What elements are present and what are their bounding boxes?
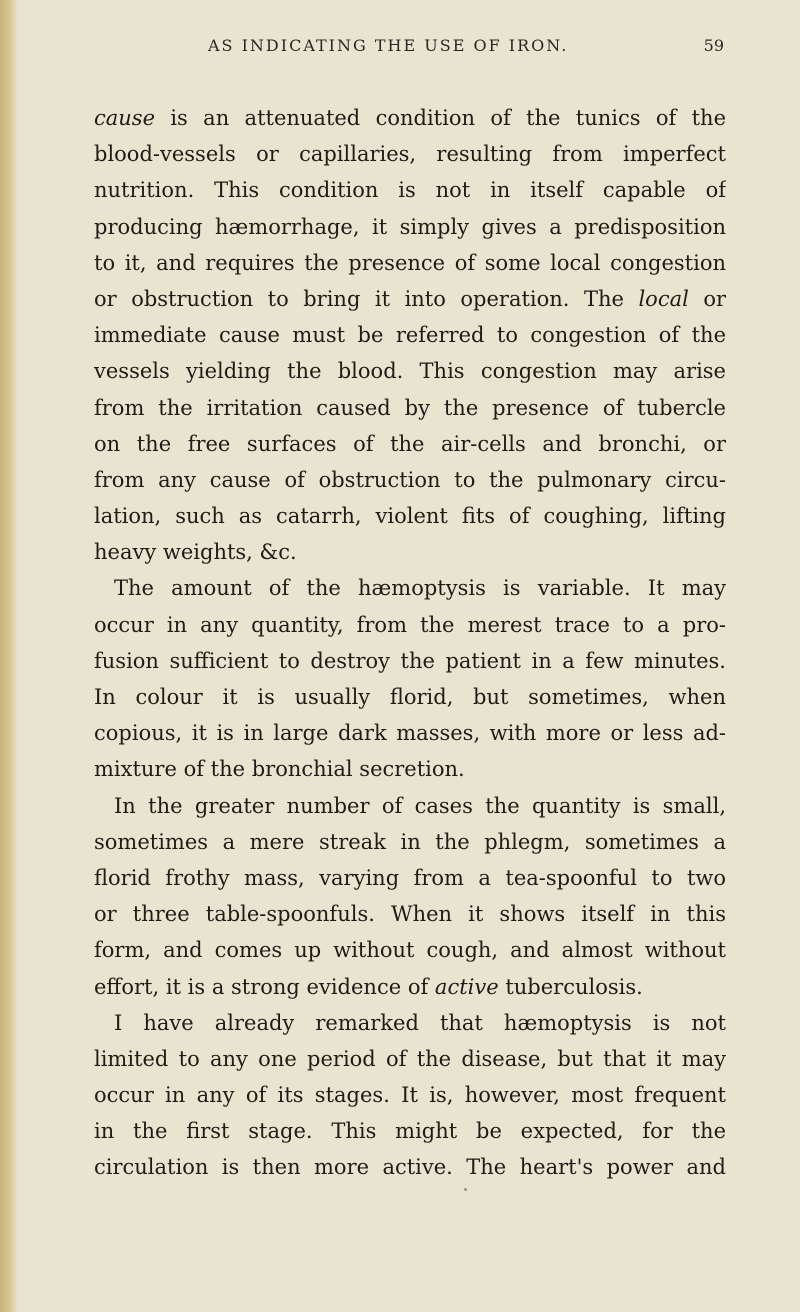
line-text: I have already remarked that hæmoptysis is not (114, 1010, 726, 1035)
line-text: sometimes a mere streak in the phlegm, sometimes a (94, 829, 726, 854)
text-line (94, 751, 726, 787)
text-line (94, 860, 726, 896)
text-line (94, 788, 726, 824)
text-line (94, 570, 726, 606)
italic-word: active (434, 974, 499, 999)
line-text: tuberculosis. (498, 974, 643, 999)
italic-word: cause (94, 106, 156, 130)
line-text: limited to any one period of the disease, but that it may (94, 1046, 726, 1071)
text-line (94, 607, 726, 643)
line-text: or three table-spoonfuls. When it shows itself in this (94, 902, 726, 927)
text-line (94, 1005, 726, 1041)
text-line (94, 390, 726, 426)
line-text: copious, it is in large dark masses, with more or less ad- (94, 721, 726, 746)
page-edge (0, 0, 18, 1312)
text-line (94, 100, 726, 136)
text-line (94, 281, 726, 317)
text-line (94, 462, 726, 498)
line-text: heavy weights, &c. (94, 540, 297, 565)
text-line (94, 1077, 726, 1113)
line-text: florid frothy mass, varying from a tea-spoonful to two (94, 865, 726, 890)
running-title: AS INDICATING THE USE OF IRON. (208, 36, 569, 55)
line-text: in the first stage. This might be expected, for the (94, 1119, 726, 1144)
text-line (94, 172, 726, 208)
line-text: nutrition. This condition is not in itself capable of (94, 178, 726, 203)
text-line (94, 643, 726, 679)
line-text: on the free surfaces of the air-cells and bronchi, or (94, 431, 726, 456)
line-text: effort, it is a strong evidence of (94, 974, 435, 999)
text-line (94, 896, 726, 932)
line-text: occur in any quantity, from the merest trace to a pro- (94, 612, 726, 637)
line-text: The amount of the hæmoptysis is variable. It may (114, 576, 726, 601)
line-text: lation, such as catarrh, violent fits of coughing, lifting (94, 504, 726, 529)
line-text: from any cause of obstruction to the pulmonary circu- (94, 467, 726, 492)
italic-word: local (638, 286, 689, 311)
line-text: In colour it is usually florid, but sometimes, when (94, 685, 726, 709)
running-head (94, 36, 724, 64)
line-text: mixture of the bronchial secretion. (94, 757, 465, 782)
line-text: fusion sufficient to destroy the patient in a few minutes. (94, 648, 726, 673)
line-text: occur in any of its stages. It is, however, most frequent (94, 1083, 726, 1108)
line-text: blood-vessels or capillaries, resulting from imperfect (94, 142, 726, 167)
line-text: from the irritation caused by the presence of tubercle (94, 395, 726, 420)
text-line (94, 715, 726, 751)
text-line (94, 824, 726, 860)
line-text: to it, and requires the presence of some local congestion (94, 250, 726, 275)
text-line (94, 426, 726, 462)
body-text (94, 100, 726, 1186)
text-line (94, 1113, 726, 1149)
line-text: In the greater number of cases the quantity is small, (114, 793, 726, 818)
text-line (94, 317, 726, 353)
text-line (94, 209, 726, 245)
text-line (94, 498, 726, 534)
text-line (94, 353, 726, 389)
text-line (94, 932, 726, 968)
text-line (94, 969, 726, 1005)
line-text: is an attenuated condition of the tunics of the (155, 106, 726, 130)
line-text: form, and comes up without cough, and almost without (94, 938, 726, 963)
line-text: or (688, 286, 726, 311)
line-text: circulation is then more active. The heart's power and (94, 1155, 726, 1180)
line-text: or obstruction to bring it into operation. The (94, 286, 639, 311)
line-text: immediate cause must be referred to congestion of the (94, 323, 726, 348)
ink-speck (464, 1188, 467, 1191)
text-line (94, 679, 726, 715)
page-number: 59 (703, 36, 724, 55)
text-line (94, 1149, 726, 1185)
text-line (94, 245, 726, 281)
text-line (94, 1041, 726, 1077)
line-text: producing hæmorrhage, it simply gives a predisposition (94, 214, 726, 239)
text-line (94, 136, 726, 172)
text-line (94, 534, 726, 570)
line-text: vessels yielding the blood. This congestion may arise (94, 359, 726, 384)
